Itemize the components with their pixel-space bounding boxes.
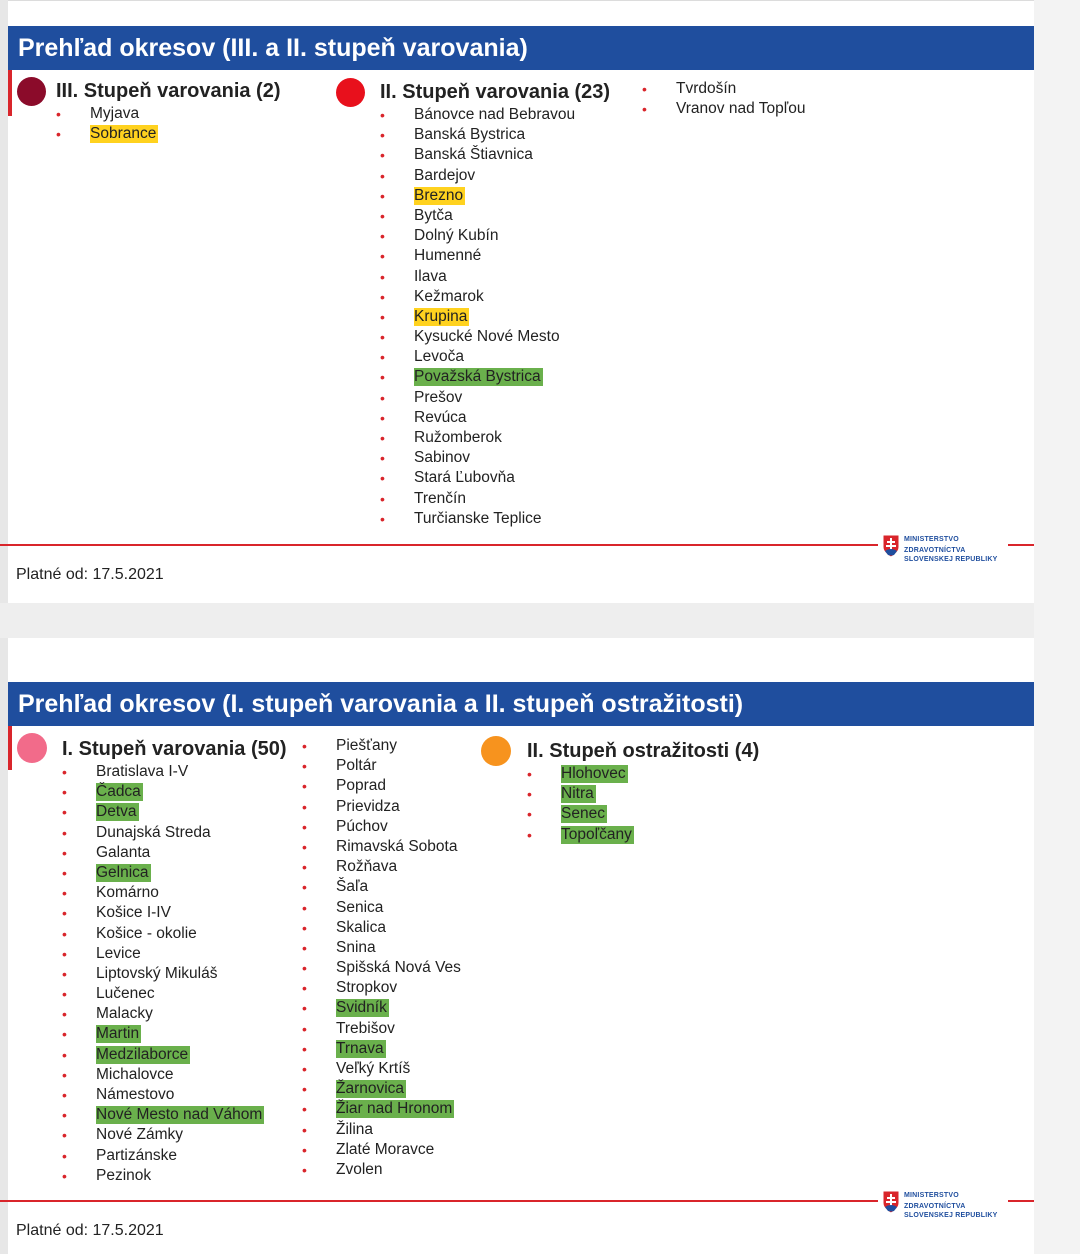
bullet-icon: •: [302, 758, 307, 775]
bullet-icon: •: [62, 824, 67, 841]
bullet-icon: •: [62, 764, 67, 780]
district-name: Trnava: [336, 1039, 384, 1057]
district-name: Krupina: [414, 307, 468, 325]
bullet-icon: •: [380, 409, 385, 426]
district-item: [56, 104, 158, 124]
bullet-icon: •: [302, 1020, 307, 1037]
district-name: Sabinov: [414, 449, 471, 467]
logo-line-3: SLOVENSKEJ REPUBLIKY: [904, 556, 998, 563]
level2-heading: II. Stupeň varovania (23): [380, 81, 611, 103]
bullet-icon: •: [302, 960, 307, 977]
district-name: Bratislava I-V: [96, 763, 189, 780]
district-item: [380, 125, 575, 145]
district-item: [62, 1045, 264, 1065]
bullet-icon: •: [380, 470, 385, 487]
district-name: Žiar nad Hronom: [336, 1100, 453, 1118]
district-item: [62, 1085, 264, 1105]
district-name: Nové Zámky: [96, 1126, 183, 1144]
district-name: Banská Bystrica: [414, 126, 526, 144]
bullet-icon: •: [380, 107, 385, 123]
bullet-icon: •: [380, 228, 385, 245]
district-item: [302, 898, 461, 918]
district-item: [302, 1099, 461, 1119]
district-name: Zvolen: [336, 1160, 383, 1178]
bullet-icon: •: [56, 126, 61, 143]
bullet-icon: •: [302, 1081, 307, 1098]
district-name: Trebišov: [336, 1019, 395, 1037]
district-item: [62, 782, 264, 802]
slide-top-border: [0, 0, 1034, 1]
logo-line-1: MINISTERSTVO: [904, 1192, 959, 1199]
bullet-icon: •: [302, 1000, 307, 1017]
district-name: Partizánske: [96, 1146, 177, 1164]
slide-left-strip: [0, 638, 8, 1254]
district-item: [380, 307, 575, 327]
district-item: [302, 817, 461, 837]
district-item: [302, 1140, 461, 1160]
district-name: Ružomberok: [414, 429, 502, 446]
district-item: [302, 1120, 461, 1140]
bullet-icon: •: [62, 1127, 67, 1144]
district-item: [527, 825, 634, 845]
district-name: Zlaté Moravce: [336, 1140, 435, 1158]
district-item: [62, 762, 264, 782]
district-name: Snina: [336, 938, 376, 956]
district-item: [62, 1146, 264, 1166]
bullet-icon: •: [62, 844, 67, 861]
district-item: [380, 428, 575, 448]
bullet-icon: •: [62, 1006, 67, 1023]
bullet-icon: •: [302, 939, 307, 956]
bullet-icon: •: [302, 1141, 307, 1158]
district-name: Dolný Kubín: [414, 227, 499, 245]
district-item: [380, 367, 575, 387]
bullet-icon: •: [302, 1121, 307, 1138]
district-name: Levoča: [414, 348, 464, 366]
district-name: Martin: [96, 1025, 140, 1043]
bullet-icon: •: [62, 1066, 67, 1083]
district-item: [380, 267, 575, 287]
district-item: [380, 287, 575, 307]
bullet-icon: •: [527, 826, 532, 843]
bullet-icon: •: [527, 806, 532, 823]
bullet-icon: •: [380, 349, 385, 366]
title-red-accent: [8, 70, 12, 116]
bullet-icon: •: [62, 885, 67, 902]
district-item: [380, 388, 575, 408]
bullet-icon: •: [302, 738, 307, 754]
district-item: [380, 509, 575, 529]
district-item: [380, 347, 575, 367]
district-item: [302, 978, 461, 998]
district-item: [302, 756, 461, 776]
district-name: Košice - okolie: [96, 924, 197, 942]
district-item: [302, 877, 461, 897]
district-name: Liptovský Mikuláš: [96, 964, 218, 982]
district-item: [527, 764, 634, 784]
district-name: Stropkov: [336, 979, 398, 997]
district-item: [62, 944, 264, 964]
bullet-icon: •: [302, 899, 307, 916]
bullet-icon: •: [302, 1040, 307, 1057]
bullet-icon: •: [380, 288, 385, 305]
district-name: Prievidza: [336, 797, 400, 815]
bullet-icon: •: [380, 308, 385, 325]
district-name: Banská Štiavnica: [414, 146, 533, 164]
district-name: Poprad: [336, 777, 386, 795]
bullet-icon: •: [302, 798, 307, 815]
district-name: Považská Bystrica: [414, 368, 541, 386]
level1-list-column-2: [302, 736, 461, 1180]
district-item: [642, 79, 805, 99]
bullet-icon: •: [380, 490, 385, 507]
district-name: Skalica: [336, 918, 386, 936]
district-name: Bánovce nad Bebravou: [414, 106, 576, 123]
district-item: [302, 1079, 461, 1099]
district-name: Hlohovec: [561, 765, 626, 782]
district-item: [302, 998, 461, 1018]
level3-list: [56, 104, 158, 144]
bullet-icon: •: [62, 1107, 67, 1124]
district-item: [302, 918, 461, 938]
bullet-icon: •: [380, 127, 385, 144]
district-item: [380, 246, 575, 266]
district-name: Bytča: [414, 206, 453, 224]
district-name: Gelnica: [96, 863, 149, 881]
district-name: Levice: [96, 944, 141, 962]
bullet-icon: •: [62, 905, 67, 922]
district-name: Senica: [336, 898, 384, 916]
bullet-icon: •: [380, 510, 385, 527]
district-item: [62, 1024, 264, 1044]
district-item: [302, 837, 461, 857]
logo-line-2: ZDRAVOTNÍCTVA: [904, 1203, 966, 1210]
district-name: Kysucké Nové Mesto: [414, 328, 560, 346]
bullet-icon: •: [380, 147, 385, 164]
level3-dot-icon: [17, 77, 46, 106]
district-item: [380, 206, 575, 226]
slide-level-3-and-2: [0, 0, 1034, 603]
bullet-icon: •: [302, 818, 307, 835]
district-item: [56, 124, 158, 144]
bullet-icon: •: [380, 248, 385, 265]
district-name: Spišská Nová Ves: [336, 959, 461, 977]
district-name: Dunajská Streda: [96, 823, 211, 841]
district-item: [302, 776, 461, 796]
district-item: [527, 784, 634, 804]
level1-heading: I. Stupeň varovania (50): [62, 738, 287, 760]
district-name: Trenčín: [414, 489, 466, 507]
district-item: [302, 736, 461, 756]
logo-line-3: SLOVENSKEJ REPUBLIKY: [904, 1212, 998, 1219]
slovak-coat-of-arms-icon: [882, 1190, 900, 1214]
district-name: Revúca: [414, 408, 467, 426]
district-name: Lučenec: [96, 985, 155, 1003]
valid-from-footer: Platné od: 17.5.2021: [16, 1222, 164, 1239]
district-name: Žarnovica: [336, 1080, 405, 1098]
title-red-accent: [8, 726, 12, 770]
bullet-icon: •: [62, 1167, 67, 1184]
bullet-icon: •: [380, 369, 385, 386]
bullet-icon: •: [380, 389, 385, 406]
district-item: [380, 145, 575, 165]
district-name: Rožňava: [336, 858, 398, 876]
district-item: [62, 883, 264, 903]
district-name: Bardejov: [414, 166, 476, 184]
district-name: Ilava: [414, 267, 447, 285]
district-item: [62, 1004, 264, 1024]
district-item: [380, 408, 575, 428]
district-name: Košice I-IV: [96, 904, 171, 922]
bullet-icon: •: [56, 106, 61, 122]
district-name: Poltár: [336, 757, 377, 775]
district-name: Čadca: [96, 783, 141, 801]
district-item: [527, 804, 634, 824]
bullet-icon: •: [302, 1161, 307, 1178]
district-item: [62, 1065, 264, 1085]
bullet-icon: •: [302, 980, 307, 997]
district-name: Veľký Krtíš: [336, 1060, 411, 1077]
district-item: [380, 448, 575, 468]
district-item: [62, 1125, 264, 1145]
district-name: Malacky: [96, 1005, 153, 1023]
district-name: Senec: [561, 805, 605, 823]
alert2-heading: II. Stupeň ostražitosti (4): [527, 740, 760, 762]
district-item: [380, 468, 575, 488]
ministry-logo: [878, 532, 1008, 566]
district-name: Brezno: [414, 186, 464, 204]
district-item: [380, 186, 575, 206]
slovak-coat-of-arms-icon: [882, 534, 900, 558]
district-name: Stará Ľubovňa: [414, 469, 515, 487]
level2-list-column-2: [642, 79, 806, 119]
level2-list-column-1: [380, 105, 576, 529]
bullet-icon: •: [62, 945, 67, 962]
logo-line-2: ZDRAVOTNÍCTVA: [904, 547, 966, 554]
bullet-icon: •: [62, 986, 67, 1003]
bullet-icon: •: [62, 1087, 67, 1103]
bullet-icon: •: [527, 766, 532, 782]
district-name: Rimavská Sobota: [336, 837, 458, 855]
district-name: Nové Mesto nad Váhom: [96, 1106, 263, 1124]
bullet-icon: •: [642, 81, 647, 97]
district-name: Nitra: [561, 785, 594, 803]
district-item: [62, 843, 264, 863]
district-name: Turčianske Teplice: [414, 509, 542, 527]
district-name: Tvrdošín: [676, 80, 737, 97]
district-name: Žilina: [336, 1120, 374, 1138]
district-name: Galanta: [96, 843, 151, 861]
district-name: Komárno: [96, 884, 159, 902]
district-item: [302, 1039, 461, 1059]
bullet-icon: •: [62, 1046, 67, 1063]
district-name: Sobrance: [90, 125, 157, 143]
district-name: Detva: [96, 803, 137, 821]
district-item: [380, 105, 576, 125]
bullet-icon: •: [302, 1061, 307, 1077]
district-item: [62, 903, 264, 923]
bullet-icon: •: [62, 804, 67, 821]
level2-dot-icon: [336, 78, 365, 107]
district-item: [62, 823, 264, 843]
district-item: [62, 964, 264, 984]
bullet-icon: •: [302, 879, 307, 896]
level3-heading: III. Stupeň varovania (2): [56, 80, 281, 102]
page-gutter: [1034, 0, 1080, 1254]
bullet-icon: •: [62, 925, 67, 942]
district-item: [380, 327, 575, 347]
bullet-icon: •: [302, 778, 307, 795]
district-name: Prešov: [414, 388, 463, 406]
district-item: [62, 1105, 264, 1125]
district-name: Piešťany: [336, 737, 397, 754]
bullet-icon: •: [380, 450, 385, 467]
district-item: [380, 489, 575, 509]
district-item: [380, 166, 575, 186]
district-item: [302, 958, 461, 978]
district-item: [62, 984, 264, 1004]
bullet-icon: •: [62, 784, 67, 801]
bullet-icon: •: [302, 838, 307, 855]
district-name: Topoľčany: [561, 825, 632, 843]
bullet-icon: •: [62, 1147, 67, 1164]
district-item: [302, 857, 461, 877]
district-name: Šaľa: [336, 878, 369, 896]
level1-list-column-1: [62, 762, 264, 1186]
district-item: [302, 938, 461, 958]
slide-title: Prehľad okresov (III. a II. stupeň varovania): [8, 26, 1034, 70]
district-name: Myjava: [90, 105, 140, 122]
district-item: [302, 1059, 461, 1079]
bullet-icon: •: [380, 187, 385, 204]
district-name: Vranov nad Topľou: [676, 100, 806, 118]
district-name: Medzilaborce: [96, 1045, 189, 1063]
district-item: [62, 802, 264, 822]
district-name: Michalovce: [96, 1065, 174, 1083]
valid-from-footer: Platné od: 17.5.2021: [16, 566, 164, 583]
district-item: [302, 1019, 461, 1039]
district-name: Svidník: [336, 999, 387, 1017]
bullet-icon: •: [380, 430, 385, 446]
alert2-list: [527, 764, 634, 845]
bullet-icon: •: [62, 864, 67, 881]
bullet-icon: •: [380, 167, 385, 184]
bullet-icon: •: [380, 268, 385, 285]
slide-level-1-and-alert: [0, 638, 1034, 1254]
level1-dot-icon: [17, 733, 47, 763]
slide-title: Prehľad okresov (I. stupeň varovania a II. stupeň ostražitosti): [8, 682, 1034, 726]
bullet-icon: •: [62, 1026, 67, 1043]
district-item: [642, 99, 806, 119]
district-item: [62, 863, 264, 883]
bullet-icon: •: [380, 207, 385, 224]
bullet-icon: •: [302, 919, 307, 936]
district-name: Kežmarok: [414, 287, 484, 305]
district-item: [62, 924, 264, 944]
bullet-icon: •: [642, 101, 647, 118]
district-item: [302, 797, 461, 817]
district-item: [302, 1160, 461, 1180]
district-name: Humenné: [414, 247, 482, 265]
bullet-icon: •: [380, 329, 385, 346]
bullet-icon: •: [302, 859, 307, 876]
logo-line-1: MINISTERSTVO: [904, 536, 959, 543]
bullet-icon: •: [527, 786, 532, 803]
ministry-logo: [878, 1188, 1008, 1222]
slide-left-strip: [0, 0, 8, 603]
bullet-icon: •: [302, 1101, 307, 1118]
bullet-icon: •: [62, 965, 67, 982]
district-item: [380, 226, 575, 246]
district-name: Pezinok: [96, 1166, 152, 1184]
district-name: Púchov: [336, 817, 388, 835]
district-name: Námestovo: [96, 1086, 175, 1103]
district-item: [62, 1166, 264, 1186]
alert2-dot-icon: [481, 736, 511, 766]
